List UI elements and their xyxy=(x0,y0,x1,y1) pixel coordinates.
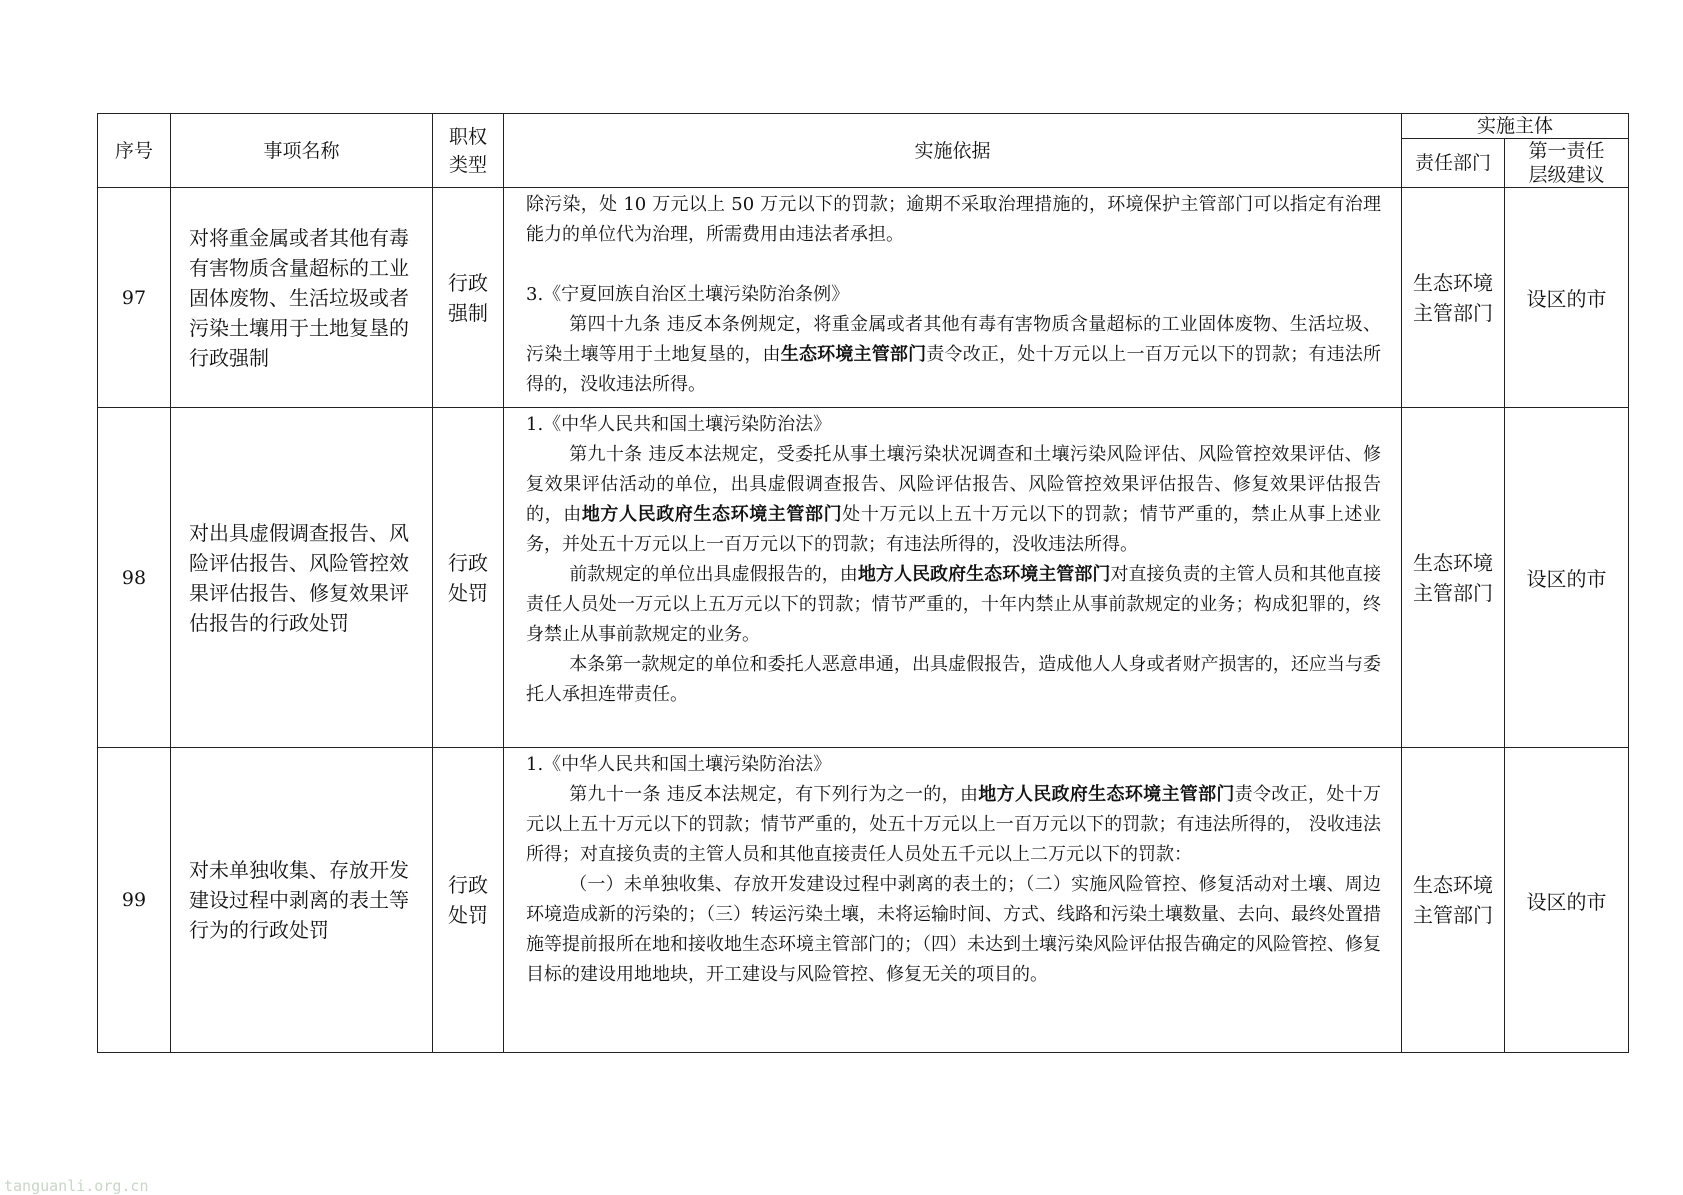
basis-paragraph xyxy=(526,440,1381,560)
basis-emphasis: 生态环境主管部门 xyxy=(780,344,927,365)
row-dept: 生态环境主管部门 xyxy=(1402,408,1505,748)
basis-text: 第九十条 违反本法规定，受委托从事土壤污染状况调查和土壤污染风险评估、风险管控效果评估、修复效果评估活动的单位，出具虚假调查报告、风险评估报告、风险管控效果评估报告、修复效果评估报告的，由 xyxy=(526,444,1381,525)
basis-paragraph: 除污染，处 10 万元以上 50 万元以下的罚款；逾期不采取治理措施的，环境保护主管部门可以指定有治理能力的单位代为治理，所需费用由违法者承担。 xyxy=(526,194,1381,245)
row-basis xyxy=(504,748,1402,1053)
row-seq: 99 xyxy=(98,748,171,1053)
row-dept: 生态环境主管部门 xyxy=(1402,748,1505,1053)
basis-text: 责令改正，处十万元以上一百万元以下的罚款；有违法所得的，没收违法所得。 xyxy=(526,344,1382,395)
enforcement-table xyxy=(97,113,1629,1053)
basis-text: 前款规定的单位出具虚假报告的，由 xyxy=(569,564,858,585)
table-row xyxy=(98,408,1629,748)
row-seq: 98 xyxy=(98,408,171,748)
basis-paragraph: 本条第一款规定的单位和委托人恶意串通，出具虚假报告，造成他人人身或者财产损害的，还应当与委托人承担连带责任。 xyxy=(526,654,1381,705)
header-name: 事项名称 xyxy=(171,114,433,188)
basis-emphasis: 地方人民政府生态环境主管部门 xyxy=(978,784,1235,805)
header-seq: 序号 xyxy=(98,114,171,188)
basis-paragraph: 3.《宁夏回族自治区土壤污染防治条例》 xyxy=(526,284,850,305)
header-type-line1: 职权 xyxy=(448,125,487,148)
basis-paragraph xyxy=(526,310,1381,400)
row-name: 对将重金属或者其他有毒有害物质含量超标的工业固体废物、生活垃圾或者污染土壤用于土地复垦的行政强制 xyxy=(171,188,433,408)
row-basis xyxy=(504,188,1402,408)
row-seq: 97 xyxy=(98,188,171,408)
basis-text: 责令改正，处十万元以上五十万元以下的罚款；情节严重的，处五十万元以上一百万元以下的罚款；有违法所得的， 没收违法所得；对直接负责的主管人员和其他直接责任人员处五千元以上二万元以下的罚款： xyxy=(526,784,1381,865)
header-subject: 实施主体 xyxy=(1402,114,1629,139)
basis-paragraph: 1.《中华人民共和国土壤污染防治法》 xyxy=(526,414,832,435)
row-name: 对未单独收集、存放开发建设过程中剥离的表土等行为的行政处罚 xyxy=(171,748,433,1053)
watermark: tanguanli.org.cn xyxy=(4,1177,149,1195)
header-level xyxy=(1505,139,1629,188)
row-type: 行政处罚 xyxy=(433,748,504,1053)
row-level: 设区的市 xyxy=(1505,408,1629,748)
row-type: 行政强制 xyxy=(433,188,504,408)
row-basis xyxy=(504,408,1402,748)
basis-emphasis: 地方人民政府生态环境主管部门 xyxy=(857,564,1111,585)
basis-paragraph: 1.《中华人民共和国土壤污染防治法》 xyxy=(526,754,832,775)
basis-paragraph: （一）未单独收集、存放开发建设过程中剥离的表土的；（二）实施风险管控、修复活动对土壤、周边环境造成新的污染的；（三）转运污染土壤，未将运输时间、方式、线路和污染土壤数量、去向、最终处置措施等提前报所在地和接收地生态环境主管部门的；（四）未达到土壤污染风险评估报告确定的风险管控、修复目标的建设用地地块，开工建设与风险管控、修复无关的项目的。 xyxy=(526,874,1381,985)
header-basis: 实施依据 xyxy=(504,114,1402,188)
header-type-line2: 类型 xyxy=(448,153,487,176)
basis-text: 第四十九条 违反本条例规定，将重金属或者其他有毒有害物质含量超标的工业固体废物、生活垃圾、污染土壤等用于土地复垦的，由 xyxy=(526,314,1381,365)
basis-paragraph xyxy=(526,560,1381,650)
basis-text: 处十万元以上五十万元以下的罚款；情节严重的，禁止从事上述业务，并处五十万元以上一百万元以下的罚款；有违法所得的，没收违法所得。 xyxy=(526,504,1382,555)
table-row xyxy=(98,748,1629,1053)
basis-paragraph xyxy=(526,780,1381,870)
row-dept: 生态环境主管部门 xyxy=(1402,188,1505,408)
basis-text: 对直接负责的主管人员和其他直接责任人员处一万元以上五万元以下的罚款；情节严重的，十年内禁止从事前款规定的业务；构成犯罪的，终身禁止从事前款规定的业务。 xyxy=(526,564,1382,645)
row-level: 设区的市 xyxy=(1505,748,1629,1053)
table-row xyxy=(98,188,1629,408)
basis-text: 第九十一条 违反本法规定，有下列行为之一的，由 xyxy=(569,784,979,805)
header-level-line1: 第一责任 xyxy=(1528,140,1605,162)
row-type: 行政处罚 xyxy=(433,408,504,748)
row-level: 设区的市 xyxy=(1505,188,1629,408)
basis-emphasis: 地方人民政府生态环境主管部门 xyxy=(581,504,843,525)
row-name: 对出具虚假调查报告、风险评估报告、风险管控效果评估报告、修复效果评估报告的行政处罚 xyxy=(171,408,433,748)
header-type xyxy=(433,114,504,188)
header-level-line2: 层级建议 xyxy=(1528,164,1605,186)
header-dept: 责任部门 xyxy=(1402,139,1505,188)
